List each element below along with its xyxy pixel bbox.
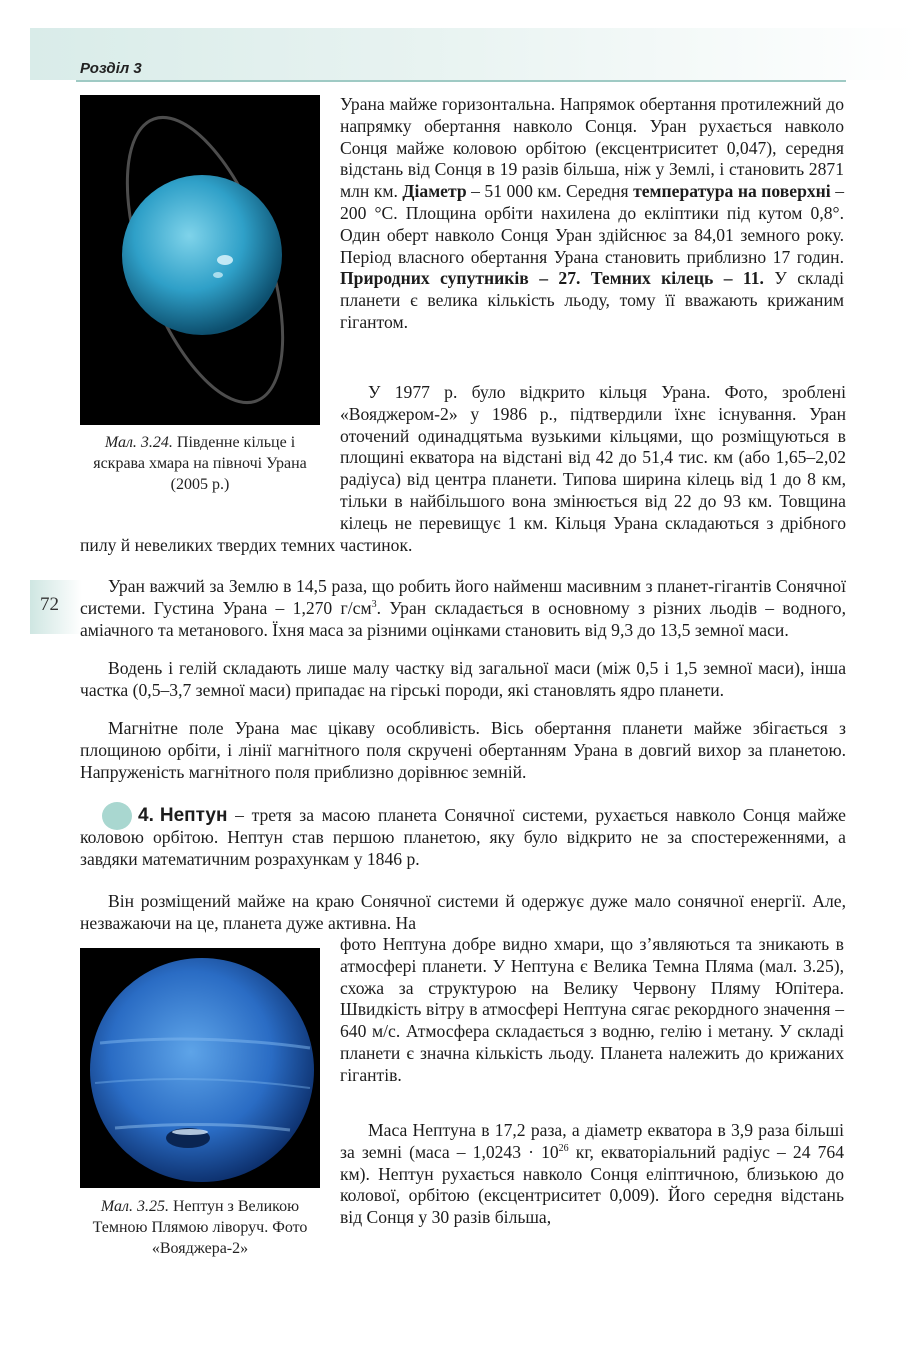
uranus-paragraph-3: Уран важчий за Землю в 14,5 раза, що робить його найменш масивним з планет-гігантів Сонячної системи. Густина Урана – 1,270 $г/см^3$. Уран складається в основному з різних льодів – водного, аміачного та метанового. Їхня маса за різними оцінками становить від 9,3 до 13,5 земної маси. (80, 576, 847, 640)
header-rule (76, 80, 846, 82)
section-label: Розділ 3 (80, 60, 142, 77)
page-number: 72 (40, 594, 59, 615)
uranus-caption-label: Мал. 3.24. (104, 434, 173, 451)
neptune-paragraph-2a: Він розміщений майже на краю Сонячної системи й одержує дуже мало сонячної енергії. Але, незважаючи на це, планета дуже активна. На (80, 891, 846, 933)
neptune-paragraph-2b: фото Нептуна добре видно хмари, що з’являються та зникають в атмосфері планети. У Нептуна є Велика Темна Пляма (мал. 3.25), схожа за структурою на Велику Червону Пляму Юпітера. Швидкість вітру в атмосфері Нептуна сягає рекордного значення – 640 м/с. Атмосфера складається з водню, гелію і метану. У складі планети є значна кількість льоду. Планета належить до крижаних гігантів. (340, 934, 844, 1085)
uranus-illustration (80, 95, 320, 425)
float-spacer (80, 382, 340, 518)
neptune-photo (80, 948, 320, 1188)
neptune-caption-label: Мал. 3.25. (100, 1198, 169, 1215)
header-band (30, 28, 918, 80)
neptune-illustration (80, 948, 320, 1188)
uranus-paragraph-2: У 1977 р. було відкрито кільця Урана. Фото, зроблені «Вояджером-2» у 1986 р., підтвердили їхнє існування. Уран оточений одинадцятьма вузькими кільцями, що розміщуються в площині екватора на відстані від 42 до 51,4 тис. км (або 1,65–2,02 радіуса) від центра планети. Типова ширина кілець від 1 до 8 км, тільки в найбільшого вона змінюється від 22 до 93 км. Товщина кілець не перевищує 1 км. Кільця Урана складаються з дрібного пилу й невеликих твердих темних частинок. (80, 382, 846, 555)
uranus-paragraph-1: Урана майже горизонтальна. Напрямок обертання протилежний до напрямку обертання навколо Сонця. Уран рухається навколо Сонця майже коловою орбітою (ексцентриситет 0,047), середня відстань від Сонця в 19 разів більша, ніж у Землі, і становить 2871 млн км. Діаметр – 51 000 км. Середня температура на поверхні – 200 °С. Площина орбіти нахилена до екліптики під кутом 0,8°. Один оберт навколо Сонця Уран здійснює за 84,01 земного року. Період власного обертання Урана становить приблизно 17 годин. Природних супутників – 27. Темних кілець – 11. У складі планети є велика кількість льоду, тому її вважають крижаним гігантом. (340, 94, 844, 332)
uranus-paragraph-5: Магнітне поле Урана має цікаву особливість. Вісь обертання планети майже збігається з площиною орбіти, і лінії магнітного поля скручені обертанням Урана в довгий вихор за планетою. Напруженість магнітного поля приблизно дорівнює земній. (80, 718, 846, 782)
uranus-caption-text: Південне кільце і яскрава хмара на півночі Урана (2005 р.) (93, 434, 307, 493)
neptune-caption-text: Нептун з Великою Темною Плямою ліворуч. Фото «Вояджера-2» (92, 1198, 308, 1257)
neptune-paragraph-1: 4. Нептун – третя за масою планета Сонячної системи, рухається навколо Сонця майже коловою орбітою. Нептун став першою планетою, яку було відкрито не за спостереженнями, а завдяки математичним розрахункам у 1846 р. (80, 805, 846, 870)
uranus-photo (80, 95, 320, 425)
neptune-caption (78, 1196, 322, 1259)
section-number: 4. (108, 805, 160, 827)
neptune-paragraph-3: Маса Нептуна в 17,2 раза, а діаметр екватора в 3,9 раза більші за земні (маса – $1,0243 \cdot 10^{26}$ кг, екваторіальний радіус – 24 764 км). Нептун рухається навколо Сонця еліптичною, близькою до колової, орбітою (ексцентриситет 0,009). Його середня відстань від Сонця у 30 разів більша, (340, 1120, 844, 1228)
neptune-heading: Нептун (159, 805, 228, 826)
section-number-bubble (102, 802, 132, 830)
uranus-paragraph-4: Водень і гелій складають лише малу частку від загальної маси (між 0,5 і 1,5 земної маси), інша частка (0,5–3,7 земної маси) припадає на гірські породи, які становлять ядро планети. (80, 658, 846, 700)
